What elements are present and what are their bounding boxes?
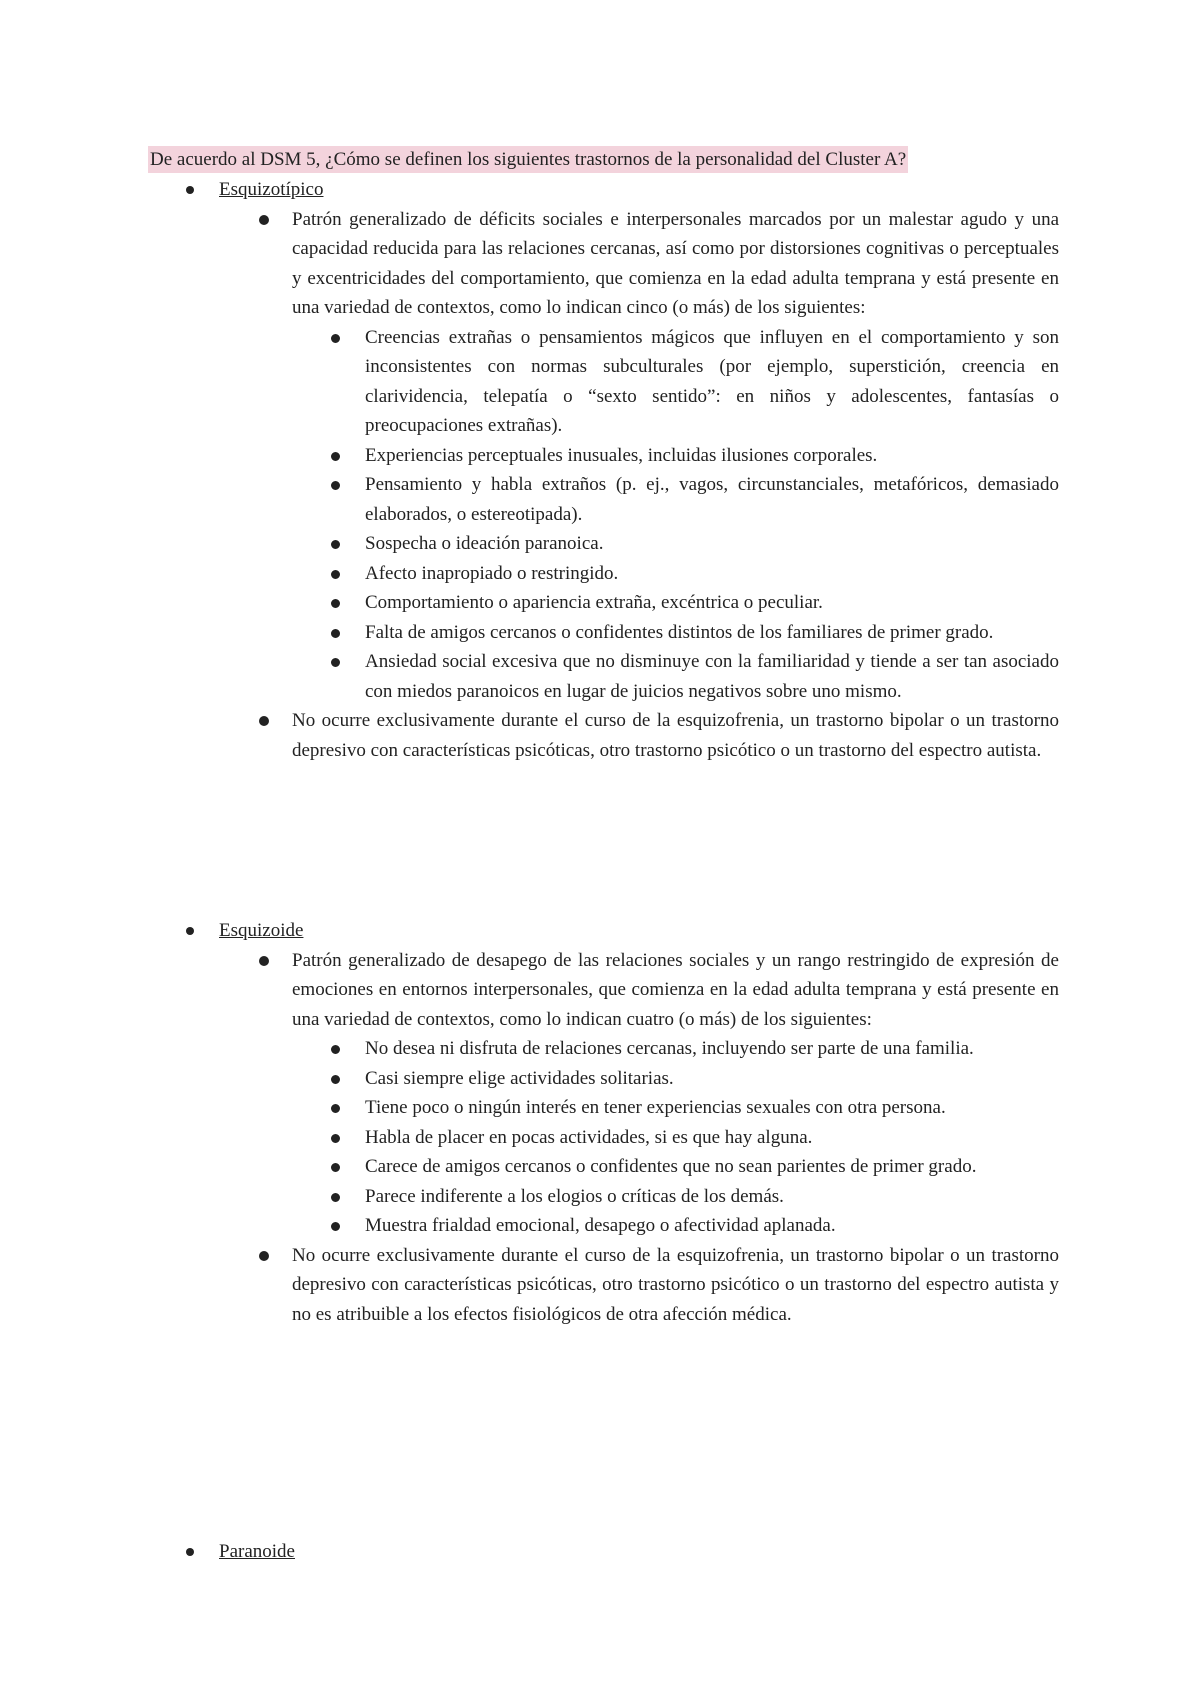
section-title: Esquizotípico (219, 179, 324, 200)
symptom-text: Parece indiferente a los elogios o críticas de los demás. (365, 1185, 784, 1207)
square-bullet-icon (331, 1163, 340, 1172)
square-bullet-icon (331, 599, 340, 608)
symptom-text: Casi siempre elige actividades solitarias. (365, 1067, 674, 1089)
symptom-text: Creencias extrañas o pensamientos mágicos que influyen en el comportamiento y son inconsistentes con normas subculturales (por ejemplo, superstición, creencia en clarividencia, telepatía o “sexto sentido”: en niños y adolescentes, fantasías o preocupaciones extrañas). (365, 326, 1059, 436)
question-heading: De acuerdo al DSM 5, ¿Cómo se definen los siguientes trastornos de la personalidad del Cluster A? (148, 146, 908, 173)
symptom-text: Afecto inapropiado o restringido. (365, 562, 619, 584)
criterion-item (292, 946, 1059, 1241)
symptom-item (365, 1211, 1059, 1241)
criterion-text: Patrón generalizado de déficits sociales e interpersonales marcados por un malestar agudo y una capacidad reducida para las relaciones cercanas, así como por distorsiones cognitivas o perceptuales y excentricidades del comportamiento, que comienza en la edad adulta temprana y está presente en una variedad de contextos, como lo indican cinco (o más) de los siguientes: (292, 208, 1059, 318)
square-bullet-icon (331, 452, 340, 461)
symptom-text: Pensamiento y habla extraños (p. ej., vagos, circunstanciales, metafóricos, demasiado elaborados, o estereotipada). (365, 474, 1059, 525)
criterion-item (292, 1241, 1059, 1330)
symptom-item (365, 559, 1059, 589)
symptom-item (365, 441, 1059, 471)
symptom-item (365, 470, 1059, 529)
symptom-text: Muestra frialdad emocional, desapego o afectividad aplanada. (365, 1215, 836, 1236)
criterion-text: No ocurre exclusivamente durante el curso de la esquizofrenia, un trastorno bipolar o un trastorno depresivo con características psicóticas, otro trastorno psicótico o un trastorno del espectro autista y no es atribuible a los efectos fisiológicos de otra afección médica. (292, 1244, 1059, 1325)
square-bullet-icon (331, 1075, 340, 1084)
square-bullet-icon (331, 540, 340, 549)
hollow-bullet-icon (259, 956, 269, 966)
symptom-text: Habla de placer en pocas actividades, si es que hay alguna. (365, 1126, 813, 1148)
filled-bullet-icon (186, 186, 194, 194)
symptom-text: Experiencias perceptuales inusuales, incluidas ilusiones corporales. (365, 444, 878, 466)
section-esquizotipico (219, 175, 1059, 765)
square-bullet-icon (331, 481, 340, 490)
symptom-text: Comportamiento o apariencia extraña, excéntrica o peculiar. (365, 592, 823, 613)
filled-bullet-icon (186, 1548, 194, 1556)
symptom-item (365, 529, 1059, 559)
hollow-bullet-icon (259, 215, 269, 225)
symptom-item (365, 323, 1059, 441)
square-bullet-icon (331, 658, 340, 667)
square-bullet-icon (331, 1193, 340, 1202)
symptom-item (365, 1034, 1059, 1064)
symptom-text: Tiene poco o ningún interés en tener experiencias sexuales con otra persona. (365, 1097, 946, 1118)
square-bullet-icon (331, 1045, 340, 1054)
symptom-item (365, 1182, 1059, 1212)
section-title: Esquizoide (219, 920, 304, 941)
hollow-bullet-icon (259, 716, 269, 726)
square-bullet-icon (331, 629, 340, 638)
square-bullet-icon (331, 1222, 340, 1231)
square-bullet-icon (331, 570, 340, 579)
criterion-text: Patrón generalizado de desapego de las relaciones sociales y un rango restringido de expresión de emociones en entornos interpersonales, que comienza en la edad adulta temprana y está presente en una variedad de contextos, como lo indican cuatro (o más) de los siguientes: (292, 949, 1059, 1030)
symptom-item (365, 1064, 1059, 1094)
symptom-text: No desea ni disfruta de relaciones cercanas, incluyendo ser parte de una familia. (365, 1038, 974, 1059)
filled-bullet-icon (186, 927, 194, 935)
hollow-bullet-icon (259, 1251, 269, 1261)
criterion-item (292, 706, 1059, 765)
symptom-text: Falta de amigos cercanos o confidentes distintos de los familiares de primer grado. (365, 621, 994, 643)
symptom-item (365, 1152, 1059, 1182)
criterion-item (292, 205, 1059, 707)
symptom-text: Sospecha o ideación paranoica. (365, 533, 604, 554)
symptom-item (365, 588, 1059, 618)
symptom-text: Carece de amigos cercanos o confidentes que no sean parientes de primer grado. (365, 1156, 977, 1177)
symptom-text: Ansiedad social excesiva que no disminuye con la familiaridad y tiende a ser tan asociado con miedos paranoicos en lugar de juicios negativos sobre uno mismo. (365, 651, 1059, 702)
symptom-item (365, 618, 1059, 648)
square-bullet-icon (331, 1104, 340, 1113)
symptom-item (365, 647, 1059, 706)
section-esquizoide (219, 916, 1059, 1329)
section-title: Paranoide (219, 1541, 295, 1562)
square-bullet-icon (331, 334, 340, 343)
symptom-item (365, 1093, 1059, 1123)
section-paranoide (219, 1537, 1059, 1567)
square-bullet-icon (331, 1134, 340, 1143)
criterion-text: No ocurre exclusivamente durante el curso de la esquizofrenia, un trastorno bipolar o un trastorno depresivo con características psicóticas, otro trastorno psicótico o un trastorno del espectro autista. (292, 710, 1059, 761)
symptom-item (365, 1123, 1059, 1153)
